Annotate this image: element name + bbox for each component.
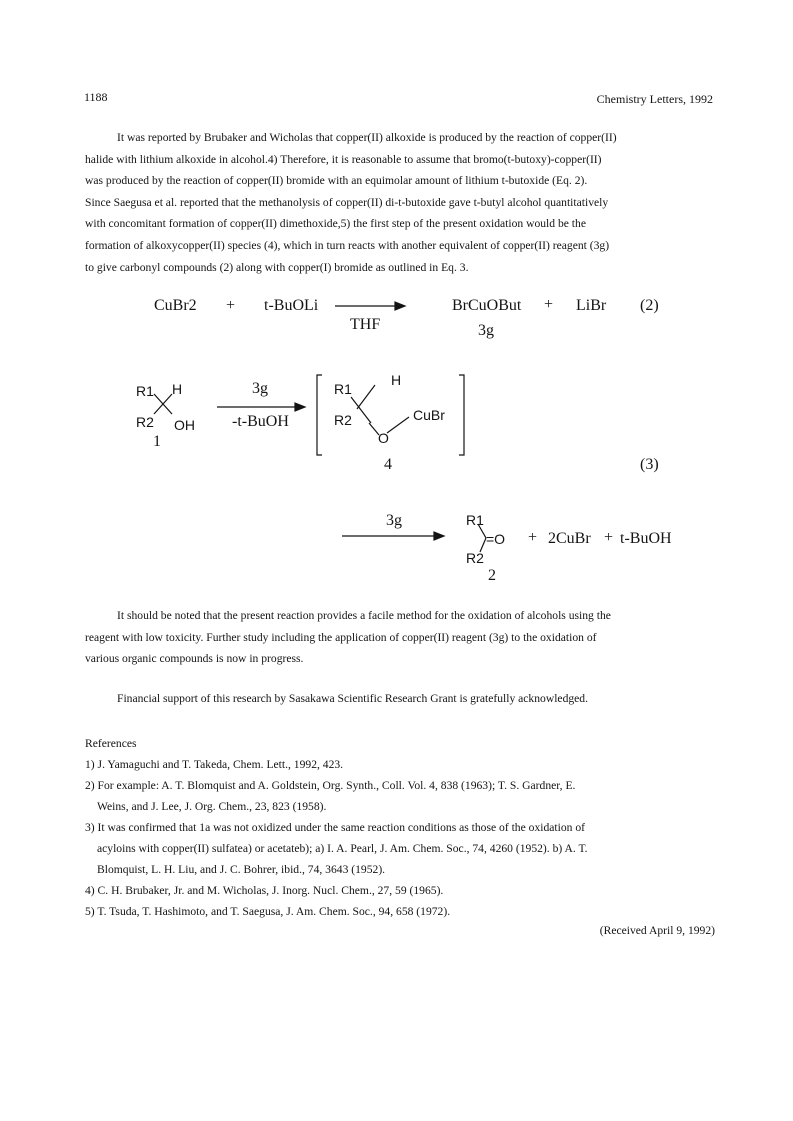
eq2-product-brcuobut: BrCuOBut — [452, 297, 522, 314]
paragraph-line: various organic compounds is now in progress. — [85, 652, 304, 666]
references-section — [85, 733, 725, 922]
eq2-reactant-tbuoli: t-BuOLi — [264, 297, 319, 314]
alcohol-bonds — [150, 390, 180, 420]
paragraph-line: formation of alkoxycopper(II) species (4), which in turn reacts with another equivalent of copper(II) reagent (3g) — [85, 238, 610, 252]
page-number: 1188 — [84, 90, 108, 104]
paragraph-line: It was reported by Brubaker and Wicholas that copper(II) alkoxide is produced by the reaction of copper(II) — [117, 131, 617, 144]
paragraph-line: halide with lithium alkoxide in alcohol.4) Therefore, it is reasonable to assume that bromo(t-butoxy)-copper(II) — [85, 152, 602, 166]
eq2-solvent: THF — [350, 316, 381, 333]
paragraph-line: with concomitant formation of copper(II) dimethoxide,5) the first step of the present oxidation would be the — [85, 217, 586, 231]
reference-item-continued: acyloins with copper(II) sulfatea) or acetateb); a) I. A. Pearl, J. Am. Chem. Soc., 74, 4260 (1952). b) A. T. — [97, 842, 588, 855]
reference-item: 5) T. Tsuda, T. Hashimoto, and T. Saegusa, J. Am. Chem. Soc., 94, 658 (1972). — [85, 905, 451, 918]
reference-item-continued: Weins, and J. Lee, J. Org. Chem., 23, 823 (1958). — [97, 800, 327, 813]
reference-item: 1) J. Yamaguchi and T. Takeda, Chem. Lett., 1992, 423. — [85, 758, 344, 771]
conclusion-paragraph — [85, 605, 715, 670]
intermediate-o: O — [378, 430, 389, 446]
eq2-plus: + — [226, 297, 236, 314]
intermediate-label: 4 — [384, 456, 392, 473]
carbonyl-oxygen: =O — [486, 531, 506, 547]
paragraph-line: to give carbonyl compounds (2) along with copper(I) bromide as outlined in Eq. 3. — [85, 260, 469, 274]
arrow1-reagent: 3g — [252, 380, 268, 397]
eq3-plus-1: + — [528, 529, 538, 546]
arrow1 — [217, 401, 309, 413]
journal-title: Chemistry Letters, 1992 — [596, 92, 713, 106]
alcohol-oh: OH — [174, 417, 195, 433]
arrow2-reagent: 3g — [386, 512, 402, 529]
reference-item-continued: Blomquist, L. H. Liu, and J. C. Bohrer, ibid., 74, 3643 (1952). — [97, 863, 386, 876]
alcohol-h: H — [172, 381, 183, 397]
eq3-plus-2: + — [604, 529, 614, 546]
acknowledgment: Financial support of this research by Sasakawa Scientific Research Grant is gratefully acknowledged. — [117, 692, 589, 705]
eq2-number: (2) — [640, 297, 659, 314]
eq2-reaction-arrow — [335, 300, 409, 312]
alcohol-r2: R2 — [136, 414, 154, 430]
paragraph-line: It should be noted that the present reaction provides a facile method for the oxidation of alcohols using the — [117, 609, 611, 622]
paragraph-line: Since Saegusa et al. reported that the methanolysis of copper(II) di-t-butoxide gave t-butyl alcohol quantitatively — [85, 195, 609, 209]
eq2-reactant-cubr2: CuBr2 — [154, 297, 197, 314]
eq2-plus-2: + — [544, 296, 554, 313]
intermediate-h: H — [391, 372, 402, 388]
eq3-byproduct-tbuoh: t-BuOH — [620, 530, 672, 547]
arrow2 — [342, 530, 448, 542]
eq2-product-label: 3g — [478, 322, 494, 339]
carbonyl-r2: R2 — [466, 550, 484, 566]
intermediate-r2: R2 — [334, 412, 352, 428]
intermediate-r1: R1 — [334, 381, 352, 397]
paragraph-line: was produced by the reaction of copper(II) bromide with an equimolar amount of lithium t-butoxide (Eq. 2). — [85, 174, 588, 188]
intro-paragraph — [85, 127, 715, 278]
paragraph-line: reagent with low toxicity. Further study including the application of copper(II) reagent (3g) to the oxidation of — [85, 630, 597, 644]
alcohol-label: 1 — [153, 433, 161, 450]
references-heading: References — [85, 737, 137, 750]
carbonyl-label: 2 — [488, 567, 496, 584]
alcohol-r1: R1 — [136, 383, 154, 399]
arrow1-byproduct: -t-BuOH — [232, 413, 289, 430]
eq3-number: (3) — [640, 456, 659, 473]
reference-item: 4) C. H. Brubaker, Jr. and M. Wicholas, J. Inorg. Nucl. Chem., 27, 59 (1965). — [85, 884, 444, 897]
reference-item: 2) For example: A. T. Blomquist and A. Goldstein, Org. Synth., Coll. Vol. 4, 838 (1963); T. S. Gardner, E. — [85, 779, 576, 792]
reference-item: 3) It was confirmed that 1a was not oxidized under the same reaction conditions as those of the oxidation of — [85, 821, 586, 834]
intermediate-cubr: CuBr — [413, 407, 445, 423]
received-date: (Received April 9, 1992) — [599, 924, 715, 937]
carbonyl-r1: R1 — [466, 512, 484, 528]
eq2-product-libr: LiBr — [576, 297, 607, 314]
eq3-byproduct-cubr: 2CuBr — [548, 530, 591, 547]
